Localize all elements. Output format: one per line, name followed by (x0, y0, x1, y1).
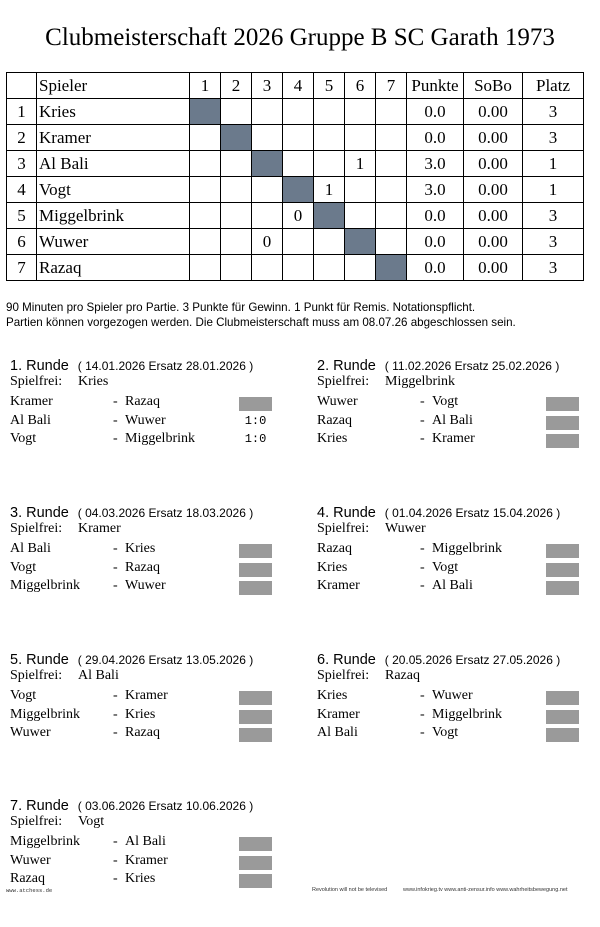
vs-dash: - (113, 431, 118, 446)
white-player: Razaq (317, 412, 352, 428)
round-block (10, 357, 290, 487)
result-cell (376, 177, 407, 203)
result-cell (283, 229, 314, 255)
result-cell (221, 255, 252, 281)
result-box (239, 837, 272, 851)
platz-cell: 1 (523, 177, 584, 203)
page-title: Clubmeisterschaft 2026 Gruppe B SC Garath 1973 (45, 24, 555, 51)
round-header (10, 651, 253, 669)
header-cell: Punkte (407, 73, 464, 99)
header-cell: 5 (314, 73, 345, 99)
player-number: 2 (7, 125, 37, 151)
result-box (239, 581, 272, 595)
round-block (10, 504, 290, 634)
game-row (10, 413, 290, 431)
game-row (10, 431, 290, 449)
header-cell (7, 73, 37, 99)
white-player: Kramer (317, 706, 360, 722)
round-header (317, 504, 560, 522)
sobo-cell: 0.00 (464, 177, 523, 203)
header-cell: Platz (523, 73, 584, 99)
result-cell (345, 203, 376, 229)
punkte-cell: 3.0 (407, 151, 464, 177)
result-box (546, 710, 579, 724)
result-cell: 0 (283, 203, 314, 229)
white-player: Kries (317, 431, 348, 446)
punkte-cell: 0.0 (407, 203, 464, 229)
vs-dash: - (113, 412, 118, 428)
result-box (239, 691, 272, 705)
platz-cell: 3 (523, 229, 584, 255)
spielfrei-line (317, 668, 420, 684)
diagonal-cell (221, 125, 252, 151)
footer-slogan: Revolution will not be televised (312, 887, 388, 893)
platz-cell: 3 (523, 99, 584, 125)
result-box (239, 856, 272, 870)
result-cell (376, 203, 407, 229)
result-box (546, 728, 579, 742)
round-dates: ( 03.06.2026 Ersatz 10.06.2026 ) (77, 799, 254, 813)
header-cell: 1 (190, 73, 221, 99)
platz-cell: 3 (523, 203, 584, 229)
vs-dash: - (420, 706, 425, 722)
white-player: Kries (317, 688, 348, 703)
result-cell (252, 177, 283, 203)
rules-line: 90 Minuten pro Spieler pro Partie. 3 Punkte für Gewinn. 1 Punkt für Remis. Notationspflicht. (6, 301, 476, 314)
sobo-cell: 0.00 (464, 151, 523, 177)
game-row (317, 394, 597, 412)
black-player: Kramer (125, 688, 168, 703)
result-box (546, 691, 579, 705)
header-cell: Spieler (37, 73, 190, 99)
vs-dash: - (420, 725, 425, 740)
round-dates: ( 04.03.2026 Ersatz 18.03.2026 ) (77, 506, 254, 520)
result-box (239, 397, 272, 411)
vs-dash: - (113, 871, 118, 886)
diagonal-cell (376, 255, 407, 281)
sobo-cell: 0.00 (464, 99, 523, 125)
crosstable-row (7, 255, 584, 281)
spielfrei-player: Miggelbrink (385, 374, 455, 389)
result-box (546, 581, 579, 595)
vs-dash: - (113, 852, 118, 868)
rules-text (6, 300, 516, 330)
header-cell: SoBo (464, 73, 523, 99)
white-player: Miggelbrink (10, 578, 80, 593)
round-dates: ( 01.04.2026 Ersatz 15.04.2026 ) (384, 506, 561, 520)
punkte-cell: 0.0 (407, 99, 464, 125)
result-cell (314, 99, 345, 125)
round-block (10, 651, 290, 781)
player-number: 6 (7, 229, 37, 255)
spielfrei-label: Spielfrei: (10, 521, 63, 536)
black-player: Kramer (125, 852, 168, 868)
crosstable-row (7, 99, 584, 125)
round-dates: ( 29.04.2026 Ersatz 13.05.2026 ) (77, 653, 254, 667)
white-player: Miggelbrink (10, 834, 80, 849)
result-cell (190, 177, 221, 203)
spielfrei-label: Spielfrei: (10, 668, 63, 683)
black-player: Kries (125, 541, 156, 556)
white-player: Vogt (10, 431, 37, 446)
crosstable-row (7, 151, 584, 177)
game-row (10, 707, 290, 725)
white-player: Al Bali (10, 412, 51, 428)
player-number: 3 (7, 151, 37, 177)
punkte-cell: 3.0 (407, 177, 464, 203)
result-box (546, 397, 579, 411)
vs-dash: - (113, 578, 118, 593)
black-player: Miggelbrink (125, 431, 195, 446)
result-cell (252, 203, 283, 229)
vs-dash: - (113, 394, 118, 409)
round-block (317, 357, 597, 487)
result-cell (283, 125, 314, 151)
result-cell (221, 177, 252, 203)
crosstable (6, 72, 584, 281)
platz-cell: 3 (523, 125, 584, 151)
black-player: Razaq (125, 394, 160, 409)
sobo-cell: 0.00 (464, 255, 523, 281)
platz-cell: 3 (523, 255, 584, 281)
spielfrei-label: Spielfrei: (10, 374, 63, 389)
platz-cell: 1 (523, 151, 584, 177)
spielfrei-line (317, 374, 455, 390)
black-player: Vogt (432, 394, 459, 409)
result-cell (221, 151, 252, 177)
result-cell (314, 151, 345, 177)
result-cell (252, 125, 283, 151)
result-cell (376, 229, 407, 255)
round-header (10, 357, 253, 375)
vs-dash: - (420, 394, 425, 409)
diagonal-cell (283, 177, 314, 203)
game-row (317, 688, 597, 706)
result-cell (345, 255, 376, 281)
round-block (317, 651, 597, 781)
result-cell (252, 99, 283, 125)
crosstable-row (7, 125, 584, 151)
round-title: 2. Runde (317, 358, 376, 374)
spielfrei-player: Kramer (78, 521, 121, 536)
sobo-cell: 0.00 (464, 203, 523, 229)
game-row (10, 560, 290, 578)
white-player: Vogt (10, 688, 37, 703)
sobo-cell: 0.00 (464, 125, 523, 151)
spielfrei-label: Spielfrei: (317, 521, 370, 536)
black-player: Vogt (432, 725, 459, 740)
white-player: Wuwer (10, 725, 51, 740)
diagonal-cell (314, 203, 345, 229)
punkte-cell: 0.0 (407, 229, 464, 255)
round-title: 1. Runde (10, 358, 69, 374)
black-player: Kramer (432, 431, 475, 446)
round-block (10, 797, 290, 927)
player-name: Kries (37, 99, 190, 125)
white-player: Miggelbrink (10, 706, 80, 722)
rules-line: Partien können vorgezogen werden. Die Clubmeisterschaft muss am 08.07.26 abgeschlossen sein. (6, 316, 516, 329)
header-cell: 2 (221, 73, 252, 99)
player-number: 4 (7, 177, 37, 203)
player-number: 1 (7, 99, 37, 125)
white-player: Razaq (317, 541, 352, 556)
result-box (546, 434, 579, 448)
vs-dash: - (113, 725, 118, 740)
white-player: Kramer (10, 394, 53, 409)
vs-dash: - (420, 412, 425, 428)
game-row (317, 725, 597, 743)
round-dates: ( 11.02.2026 Ersatz 25.02.2026 ) (384, 359, 560, 373)
player-name: Al Bali (37, 151, 190, 177)
result-cell (345, 177, 376, 203)
result-cell (221, 99, 252, 125)
game-score: 1:0 (244, 413, 267, 428)
result-cell (190, 125, 221, 151)
black-player: Vogt (432, 559, 459, 575)
spielfrei-player: Kries (78, 374, 109, 389)
spielfrei-line (10, 814, 105, 830)
result-box (239, 728, 272, 742)
round-header (10, 797, 253, 815)
game-row (317, 541, 597, 559)
player-name: Vogt (37, 177, 190, 203)
vs-dash: - (113, 559, 118, 575)
result-cell (314, 125, 345, 151)
result-cell (190, 229, 221, 255)
black-player: Miggelbrink (432, 541, 502, 556)
result-cell: 1 (345, 151, 376, 177)
black-player: Wuwer (125, 412, 166, 428)
crosstable-row (7, 177, 584, 203)
round-dates: ( 14.01.2026 Ersatz 28.01.2026 ) (77, 359, 254, 373)
result-cell (221, 229, 252, 255)
game-row (317, 707, 597, 725)
vs-dash: - (420, 578, 425, 593)
vs-dash: - (420, 688, 425, 703)
sobo-cell: 0.00 (464, 229, 523, 255)
punkte-cell: 0.0 (407, 125, 464, 151)
game-row (317, 560, 597, 578)
result-cell (376, 151, 407, 177)
black-player: Wuwer (432, 688, 473, 703)
header-cell: 3 (252, 73, 283, 99)
player-name: Kramer (37, 125, 190, 151)
spielfrei-line (10, 668, 119, 684)
game-row (10, 688, 290, 706)
black-player: Miggelbrink (432, 706, 502, 722)
black-player: Razaq (125, 725, 160, 740)
result-cell (252, 255, 283, 281)
white-player: Al Bali (10, 541, 51, 556)
game-row (10, 725, 290, 743)
spielfrei-label: Spielfrei: (317, 668, 370, 683)
game-row (317, 413, 597, 431)
round-title: 6. Runde (317, 652, 376, 668)
result-cell (345, 99, 376, 125)
result-box (546, 563, 579, 577)
result-cell: 1 (314, 177, 345, 203)
round-dates: ( 20.05.2026 Ersatz 27.05.2026 ) (384, 653, 561, 667)
result-cell (190, 203, 221, 229)
crosstable-header-row (7, 73, 584, 99)
white-player: Kries (317, 559, 348, 575)
white-player: Wuwer (10, 852, 51, 868)
game-row (10, 394, 290, 412)
crosstable-row (7, 203, 584, 229)
result-box (546, 544, 579, 558)
game-row (10, 578, 290, 596)
black-player: Razaq (125, 559, 160, 575)
vs-dash: - (420, 541, 425, 556)
round-title: 5. Runde (10, 652, 69, 668)
vs-dash: - (113, 706, 118, 722)
player-name: Wuwer (37, 229, 190, 255)
spielfrei-player: Al Bali (78, 668, 119, 683)
header-cell: 4 (283, 73, 314, 99)
header-cell: 7 (376, 73, 407, 99)
footer-left: www.atchess.de (6, 887, 53, 894)
vs-dash: - (420, 559, 425, 575)
black-player: Wuwer (125, 578, 166, 593)
result-cell (190, 151, 221, 177)
game-row (10, 853, 290, 871)
white-player: Vogt (10, 559, 37, 575)
result-cell (314, 229, 345, 255)
result-cell (345, 125, 376, 151)
result-cell (376, 99, 407, 125)
black-player: Al Bali (432, 412, 473, 428)
round-title: 4. Runde (317, 505, 376, 521)
vs-dash: - (113, 688, 118, 703)
spielfrei-label: Spielfrei: (317, 374, 370, 389)
vs-dash: - (113, 834, 118, 849)
result-cell (190, 255, 221, 281)
player-name: Razaq (37, 255, 190, 281)
round-header (317, 651, 560, 669)
black-player: Kries (125, 706, 156, 722)
player-name: Miggelbrink (37, 203, 190, 229)
white-player: Kramer (317, 578, 360, 593)
player-number: 7 (7, 255, 37, 281)
result-cell (283, 151, 314, 177)
header-cell: 6 (345, 73, 376, 99)
crosstable-row (7, 229, 584, 255)
white-player: Wuwer (317, 394, 358, 409)
result-box (239, 544, 272, 558)
white-player: Razaq (10, 871, 45, 886)
spielfrei-line (10, 521, 121, 537)
round-block (317, 504, 597, 634)
vs-dash: - (113, 541, 118, 556)
result-box (239, 874, 272, 888)
spielfrei-line (317, 521, 426, 537)
result-cell (283, 255, 314, 281)
spielfrei-label: Spielfrei: (10, 814, 63, 829)
result-cell (283, 99, 314, 125)
vs-dash: - (420, 431, 425, 446)
round-header (10, 504, 253, 522)
black-player: Kries (125, 871, 156, 886)
black-player: Al Bali (125, 834, 166, 849)
spielfrei-player: Razaq (385, 668, 420, 683)
result-box (239, 710, 272, 724)
footer-links: www.infokrieg.tv www.anti-zensur.info www.wahrheitsbewegung.net (403, 887, 568, 893)
diagonal-cell (190, 99, 221, 125)
result-cell (221, 203, 252, 229)
round-title: 7. Runde (10, 798, 69, 814)
spielfrei-line (10, 374, 109, 390)
result-cell: 0 (252, 229, 283, 255)
diagonal-cell (345, 229, 376, 255)
game-score: 1:0 (244, 432, 267, 446)
round-title: 3. Runde (10, 505, 69, 521)
spielfrei-player: Wuwer (385, 521, 426, 536)
result-cell (314, 255, 345, 281)
game-row (10, 834, 290, 852)
punkte-cell: 0.0 (407, 255, 464, 281)
result-box (239, 563, 272, 577)
player-number: 5 (7, 203, 37, 229)
result-box (546, 416, 579, 430)
black-player: Al Bali (432, 578, 473, 593)
spielfrei-player: Vogt (78, 814, 105, 829)
white-player: Al Bali (317, 725, 358, 740)
game-row (317, 431, 597, 449)
diagonal-cell (252, 151, 283, 177)
result-cell (376, 125, 407, 151)
game-row (10, 541, 290, 559)
game-row (317, 578, 597, 596)
round-header (317, 357, 559, 375)
